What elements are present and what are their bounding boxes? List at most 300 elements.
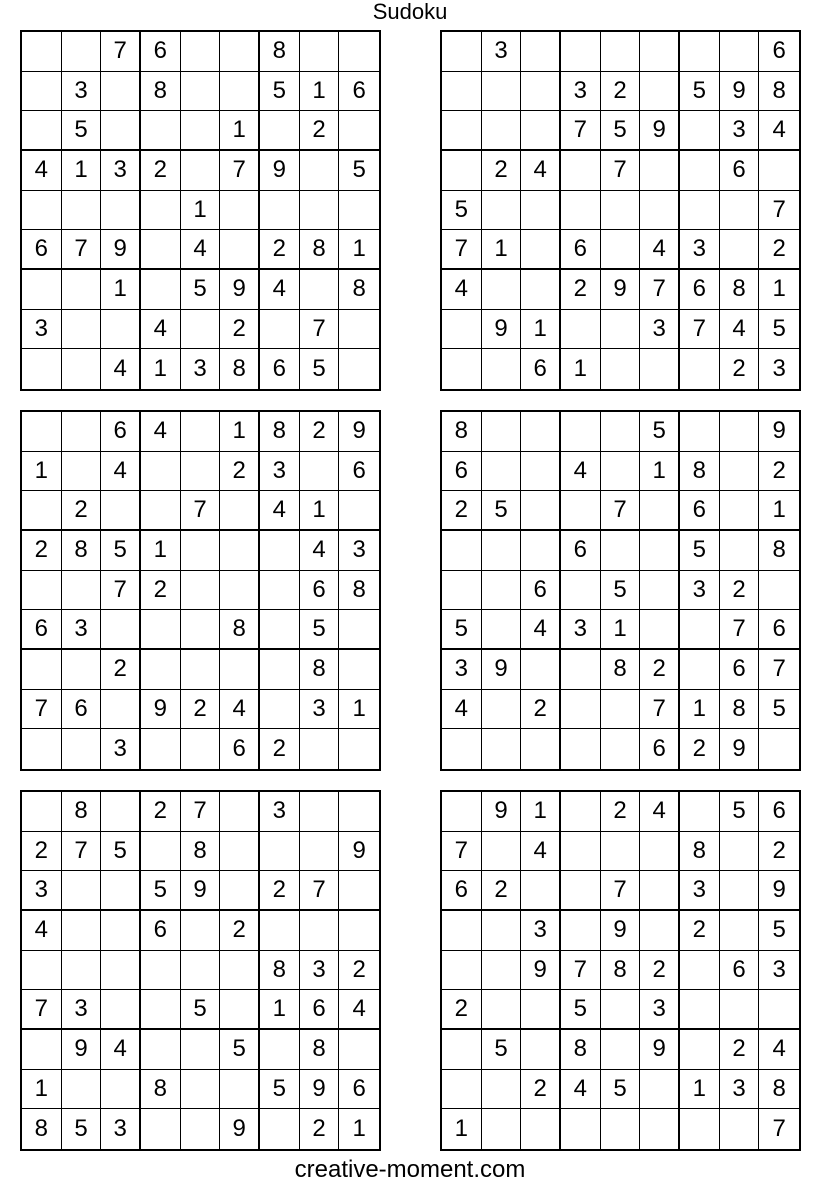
sudoku-cell xyxy=(720,191,760,231)
sudoku-cell xyxy=(141,832,181,872)
sudoku-cell: 8 xyxy=(260,32,300,72)
sudoku-cell xyxy=(680,191,720,231)
sudoku-cell xyxy=(442,911,482,951)
sudoku-cell xyxy=(220,650,260,690)
sudoku-cell xyxy=(521,531,561,571)
sudoku-cell xyxy=(521,491,561,531)
sudoku-cell xyxy=(482,191,522,231)
sudoku-cell: 7 xyxy=(720,610,760,650)
sudoku-cell: 2 xyxy=(300,111,340,151)
sudoku-cell: 6 xyxy=(680,491,720,531)
sudoku-cell xyxy=(561,911,601,951)
sudoku-puzzle-3 xyxy=(20,410,381,771)
sudoku-cell xyxy=(101,491,141,531)
sudoku-cell xyxy=(339,491,379,531)
sudoku-cell: 9 xyxy=(759,412,799,452)
sudoku-cell xyxy=(521,191,561,231)
sudoku-cell xyxy=(181,72,221,112)
sudoku-cell: 8 xyxy=(62,792,102,832)
sudoku-cell xyxy=(640,491,680,531)
sudoku-cell: 4 xyxy=(759,1030,799,1070)
sudoku-cell xyxy=(442,571,482,611)
sudoku-cell xyxy=(141,1109,181,1149)
sudoku-cell xyxy=(220,230,260,270)
sudoku-cell xyxy=(640,571,680,611)
sudoku-cell xyxy=(181,650,221,690)
sudoku-cell xyxy=(339,729,379,769)
sudoku-cell: 2 xyxy=(759,452,799,492)
sudoku-cell: 2 xyxy=(640,650,680,690)
sudoku-cell xyxy=(22,491,62,531)
sudoku-cell: 3 xyxy=(101,729,141,769)
sudoku-cell xyxy=(720,911,760,951)
sudoku-cell xyxy=(339,650,379,690)
sudoku-cell xyxy=(561,32,601,72)
sudoku-cell: 4 xyxy=(442,690,482,730)
sudoku-cell: 9 xyxy=(220,270,260,310)
sudoku-cell xyxy=(680,111,720,151)
sudoku-cell xyxy=(101,871,141,911)
sudoku-cell xyxy=(601,531,641,571)
sudoku-cell: 2 xyxy=(482,151,522,191)
sudoku-cell xyxy=(339,32,379,72)
sudoku-cell xyxy=(62,1070,102,1110)
sudoku-cell xyxy=(482,911,522,951)
sudoku-cell: 2 xyxy=(260,729,300,769)
sudoku-cell: 9 xyxy=(521,951,561,991)
sudoku-cell: 2 xyxy=(759,230,799,270)
sudoku-cell: 1 xyxy=(352,1115,366,1143)
sudoku-cell: 7 xyxy=(22,690,62,730)
sudoku-puzzle-6 xyxy=(440,790,801,1151)
sudoku-cell: 1 xyxy=(759,270,799,310)
sudoku-cell: 4 xyxy=(220,690,260,730)
sudoku-cell: 4 xyxy=(521,832,561,872)
sudoku-cell xyxy=(640,349,680,389)
sudoku-cell: 1 xyxy=(300,72,340,112)
sudoku-cell xyxy=(442,729,482,769)
sudoku-cell: 7 xyxy=(601,491,641,531)
sudoku-cell xyxy=(521,871,561,911)
sudoku-cell: 9 xyxy=(181,871,221,911)
sudoku-cell xyxy=(22,571,62,611)
sudoku-cell xyxy=(601,1109,641,1149)
sudoku-cell: 8 xyxy=(759,531,799,571)
sudoku-cell xyxy=(101,310,141,350)
sudoku-cell: 6 xyxy=(22,230,62,270)
sudoku-cell xyxy=(260,911,300,951)
sudoku-cell: 2 xyxy=(220,911,260,951)
sudoku-cell: 4 xyxy=(181,230,221,270)
sudoku-cell: 7 xyxy=(62,832,102,872)
sudoku-cell xyxy=(300,729,340,769)
sudoku-cell xyxy=(62,729,102,769)
sudoku-cell: 1 xyxy=(260,990,300,1030)
sudoku-cell xyxy=(521,270,561,310)
sudoku-cell: 2 xyxy=(601,792,641,832)
sudoku-cell xyxy=(181,610,221,650)
sudoku-cell: 2 xyxy=(521,1070,561,1110)
sudoku-cell: 1 xyxy=(22,452,62,492)
sudoku-cell xyxy=(720,832,760,872)
sudoku-cell xyxy=(561,871,601,911)
sudoku-cell xyxy=(101,792,141,832)
sudoku-cell xyxy=(62,349,102,389)
sudoku-cell: 3 xyxy=(62,990,102,1030)
sudoku-cell xyxy=(22,191,62,231)
sudoku-cell: 2 xyxy=(181,690,221,730)
sudoku-cell: 9 xyxy=(720,72,760,112)
sudoku-cell xyxy=(680,151,720,191)
sudoku-cell xyxy=(22,111,62,151)
sudoku-cell xyxy=(442,531,482,571)
sudoku-cell: 9 xyxy=(220,1109,260,1149)
sudoku-cell: 1 xyxy=(339,690,379,730)
sudoku-cell xyxy=(62,871,102,911)
sudoku-cell: 5 xyxy=(442,191,482,231)
sudoku-cell xyxy=(601,349,641,389)
sudoku-cell: 2 xyxy=(521,690,561,730)
sudoku-cell xyxy=(601,191,641,231)
sudoku-cell: 7 xyxy=(181,491,221,531)
sudoku-cell xyxy=(181,310,221,350)
sudoku-cell: 7 xyxy=(22,990,62,1030)
sudoku-cell: 3 xyxy=(680,871,720,911)
sudoku-cell: 2 xyxy=(720,349,760,389)
sudoku-cell xyxy=(62,911,102,951)
sudoku-cell xyxy=(62,951,102,991)
sudoku-cell xyxy=(680,650,720,690)
sudoku-cell: 8 xyxy=(181,832,221,872)
sudoku-cell xyxy=(442,349,482,389)
sudoku-cell xyxy=(720,990,760,1030)
sudoku-cell: 2 xyxy=(680,729,720,769)
sudoku-cell: 7 xyxy=(101,32,141,72)
sudoku-cell xyxy=(220,72,260,112)
sudoku-cell: 5 xyxy=(141,871,181,911)
sudoku-cell: 3 xyxy=(339,531,379,571)
sudoku-cell xyxy=(141,951,181,991)
sudoku-cell xyxy=(141,191,181,231)
sudoku-cell xyxy=(260,832,300,872)
sudoku-cell xyxy=(101,111,141,151)
sudoku-cell xyxy=(561,151,601,191)
sudoku-cell xyxy=(561,690,601,730)
sudoku-cell xyxy=(339,349,379,389)
sudoku-cell: 4 xyxy=(759,111,799,151)
sudoku-cell: 4 xyxy=(442,270,482,310)
sudoku-cell: 9 xyxy=(339,412,379,452)
sudoku-cell: 7 xyxy=(300,310,340,350)
sudoku-cell: 2 xyxy=(442,491,482,531)
sudoku-cell: 5 xyxy=(601,111,641,151)
sudoku-cell: 2 xyxy=(220,452,260,492)
sudoku-cell xyxy=(561,191,601,231)
sudoku-cell xyxy=(521,1109,561,1149)
sudoku-cell: 2 xyxy=(141,792,181,832)
sudoku-cell: 8 xyxy=(260,951,300,991)
sudoku-cell xyxy=(521,111,561,151)
sudoku-cell: 8 xyxy=(141,72,181,112)
sudoku-cell: 1 xyxy=(62,151,102,191)
sudoku-cell: 6 xyxy=(339,72,379,112)
sudoku-cell xyxy=(720,32,760,72)
sudoku-cell xyxy=(101,990,141,1030)
sudoku-cell xyxy=(442,32,482,72)
sudoku-cell: 7 xyxy=(62,230,102,270)
sudoku-cell: 3 xyxy=(260,792,300,832)
sudoku-cell xyxy=(482,72,522,112)
sudoku-cell: 1 xyxy=(101,270,141,310)
sudoku-cell xyxy=(521,650,561,690)
sudoku-cell: 7 xyxy=(442,832,482,872)
sudoku-cell xyxy=(300,911,340,951)
sudoku-cell: 5 xyxy=(260,1070,300,1110)
sudoku-cell xyxy=(601,690,641,730)
sudoku-cell xyxy=(141,230,181,270)
sudoku-cell xyxy=(62,310,102,350)
sudoku-cell xyxy=(759,729,799,769)
sudoku-cell xyxy=(482,531,522,571)
sudoku-cell: 3 xyxy=(62,72,102,112)
sudoku-cell: 6 xyxy=(300,990,340,1030)
sudoku-cell xyxy=(101,72,141,112)
sudoku-puzzle-2 xyxy=(440,30,801,391)
sudoku-cell xyxy=(101,610,141,650)
sudoku-cell xyxy=(759,151,799,191)
sudoku-cell: 5 xyxy=(300,610,340,650)
sudoku-cell xyxy=(141,111,181,151)
sudoku-cell xyxy=(680,32,720,72)
sudoku-cell xyxy=(482,270,522,310)
sudoku-cell xyxy=(442,792,482,832)
sudoku-cell: 4 xyxy=(260,491,300,531)
sudoku-cell xyxy=(220,571,260,611)
sudoku-cell: 6 xyxy=(339,452,379,492)
sudoku-cell xyxy=(482,1070,522,1110)
sudoku-cell xyxy=(181,911,221,951)
sudoku-cell xyxy=(601,452,641,492)
sudoku-cell: 8 xyxy=(442,412,482,452)
sudoku-cell: 6 xyxy=(561,531,601,571)
sudoku-cell xyxy=(181,1109,221,1149)
sudoku-cell: 3 xyxy=(521,911,561,951)
sudoku-cell xyxy=(260,111,300,151)
sudoku-cell: 8 xyxy=(339,571,379,611)
sudoku-cell xyxy=(62,32,102,72)
sudoku-cell xyxy=(759,571,799,611)
sudoku-cell: 5 xyxy=(680,531,720,571)
sudoku-cell xyxy=(181,452,221,492)
sudoku-cell: 6 xyxy=(680,270,720,310)
sudoku-cell xyxy=(141,729,181,769)
sudoku-cell xyxy=(101,911,141,951)
sudoku-cell: 2 xyxy=(680,911,720,951)
sudoku-cell: 7 xyxy=(181,792,221,832)
sudoku-cell xyxy=(482,832,522,872)
sudoku-cell: 2 xyxy=(442,990,482,1030)
sudoku-cell: 9 xyxy=(101,230,141,270)
sudoku-cell xyxy=(521,729,561,769)
sudoku-cell xyxy=(561,1109,601,1149)
sudoku-cell xyxy=(141,610,181,650)
sudoku-cell: 6 xyxy=(339,1070,379,1110)
sudoku-puzzle-4 xyxy=(440,410,801,771)
sudoku-cell: 4 xyxy=(22,911,62,951)
sudoku-cell xyxy=(720,412,760,452)
sudoku-cell: 3 xyxy=(482,32,522,72)
sudoku-cell xyxy=(640,610,680,650)
sudoku-cell xyxy=(339,871,379,911)
sudoku-cell xyxy=(640,72,680,112)
sudoku-cell xyxy=(759,990,799,1030)
sudoku-cell xyxy=(101,1070,141,1110)
sudoku-cell: 6 xyxy=(220,729,260,769)
sudoku-cell: 1 xyxy=(680,690,720,730)
sudoku-cell xyxy=(220,531,260,571)
sudoku-cell: 2 xyxy=(141,151,181,191)
sudoku-cell: 5 xyxy=(181,270,221,310)
sudoku-cell: 5 xyxy=(220,1030,260,1070)
sudoku-cell: 9 xyxy=(640,111,680,151)
sudoku-cell: 4 xyxy=(521,610,561,650)
sudoku-cell xyxy=(339,911,379,951)
sudoku-cell: 9 xyxy=(601,911,641,951)
sudoku-cell xyxy=(62,650,102,690)
sudoku-cell: 3 xyxy=(561,610,601,650)
sudoku-cell xyxy=(181,571,221,611)
sudoku-cell xyxy=(339,1030,379,1070)
sudoku-cell: 3 xyxy=(442,650,482,690)
sudoku-cell xyxy=(640,871,680,911)
sudoku-cell xyxy=(482,690,522,730)
sudoku-cell xyxy=(521,32,561,72)
sudoku-cell: 3 xyxy=(260,452,300,492)
sudoku-cell: 6 xyxy=(62,690,102,730)
sudoku-cell: 4 xyxy=(101,1030,141,1070)
sudoku-cell xyxy=(62,571,102,611)
sudoku-cell: 3 xyxy=(181,349,221,389)
sudoku-cell xyxy=(442,1070,482,1110)
sudoku-cell: 4 xyxy=(640,230,680,270)
sudoku-cell xyxy=(640,32,680,72)
sudoku-cell xyxy=(220,951,260,991)
sudoku-cell xyxy=(601,412,641,452)
sudoku-cell: 1 xyxy=(601,610,641,650)
sudoku-cell: 5 xyxy=(561,990,601,1030)
sudoku-cell xyxy=(720,230,760,270)
sudoku-cell xyxy=(22,270,62,310)
sudoku-cell xyxy=(220,491,260,531)
sudoku-cell xyxy=(720,1109,760,1149)
sudoku-cell: 5 xyxy=(442,610,482,650)
sudoku-cell xyxy=(220,871,260,911)
sudoku-cell xyxy=(300,151,340,191)
sudoku-cell: 7 xyxy=(640,690,680,730)
sudoku-cell xyxy=(601,832,641,872)
sudoku-cell xyxy=(442,951,482,991)
sudoku-cell: 3 xyxy=(772,355,786,383)
sudoku-cell: 4 xyxy=(339,990,379,1030)
sudoku-cell: 5 xyxy=(759,911,799,951)
sudoku-cell: 9 xyxy=(141,690,181,730)
sudoku-cell: 8 xyxy=(141,1070,181,1110)
sudoku-cell xyxy=(482,951,522,991)
sudoku-cell: 3 xyxy=(759,951,799,991)
sudoku-cell xyxy=(339,610,379,650)
sudoku-cell: 5 xyxy=(62,1109,102,1149)
sudoku-cell: 9 xyxy=(482,792,522,832)
sudoku-cell xyxy=(22,1030,62,1070)
sudoku-cell xyxy=(62,412,102,452)
sudoku-cell xyxy=(260,610,300,650)
sudoku-cell: 6 xyxy=(720,151,760,191)
sudoku-cell: 2 xyxy=(300,1109,340,1149)
sudoku-cell: 3 xyxy=(22,871,62,911)
sudoku-cell: 7 xyxy=(772,1115,786,1143)
sudoku-cell xyxy=(640,832,680,872)
sudoku-cell: 5 xyxy=(720,792,760,832)
sudoku-cell: 6 xyxy=(521,571,561,611)
sudoku-cell xyxy=(181,412,221,452)
sudoku-cell xyxy=(181,111,221,151)
sudoku-cell: 5 xyxy=(601,1070,641,1110)
sudoku-cell xyxy=(720,871,760,911)
sudoku-cell xyxy=(141,650,181,690)
sudoku-cell: 3 xyxy=(62,610,102,650)
sudoku-cell: 3 xyxy=(561,72,601,112)
sudoku-cell: 5 xyxy=(260,72,300,112)
sudoku-cell xyxy=(601,32,641,72)
sudoku-cell xyxy=(101,951,141,991)
sudoku-cell xyxy=(141,270,181,310)
sudoku-cell: 6 xyxy=(759,610,799,650)
sudoku-cell: 1 xyxy=(220,412,260,452)
sudoku-cell: 3 xyxy=(720,1070,760,1110)
sudoku-cell: 7 xyxy=(759,650,799,690)
sudoku-cell: 8 xyxy=(339,270,379,310)
sudoku-cell xyxy=(601,230,641,270)
sudoku-cell xyxy=(62,270,102,310)
sudoku-cell: 2 xyxy=(720,571,760,611)
sudoku-cell xyxy=(442,1030,482,1070)
sudoku-cell: 3 xyxy=(101,1109,141,1149)
sudoku-cell xyxy=(22,650,62,690)
sudoku-cell: 2 xyxy=(482,871,522,911)
sudoku-cell: 8 xyxy=(300,1030,340,1070)
sudoku-cell: 1 xyxy=(442,1109,482,1149)
sudoku-cell xyxy=(300,452,340,492)
sudoku-cell xyxy=(22,32,62,72)
sudoku-cell xyxy=(521,230,561,270)
sudoku-cell: 5 xyxy=(62,111,102,151)
sudoku-cell: 3 xyxy=(300,690,340,730)
sudoku-cell: 9 xyxy=(482,650,522,690)
site-footer-text: creative-moment.com xyxy=(294,1156,526,1183)
sudoku-cell: 8 xyxy=(759,72,799,112)
sudoku-cell: 1 xyxy=(22,1070,62,1110)
sudoku-cell xyxy=(561,412,601,452)
sudoku-cell: 9 xyxy=(720,729,760,769)
sudoku-cell xyxy=(561,491,601,531)
sudoku-cell: 7 xyxy=(601,871,641,911)
sudoku-cell xyxy=(601,1030,641,1070)
sudoku-cell xyxy=(300,32,340,72)
sudoku-cell: 4 xyxy=(561,452,601,492)
sudoku-cell xyxy=(220,191,260,231)
sudoku-cell xyxy=(640,1109,680,1149)
sudoku-cell xyxy=(181,32,221,72)
